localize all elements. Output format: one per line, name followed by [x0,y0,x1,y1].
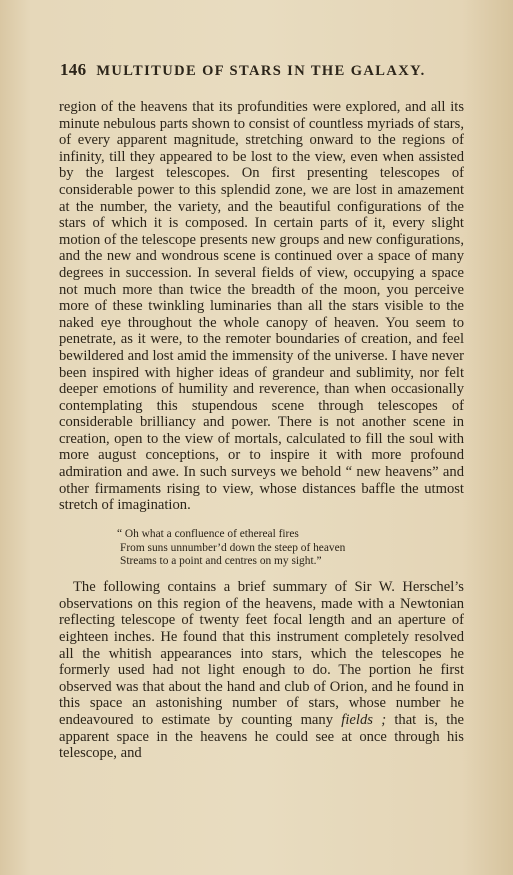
paragraph-1: region of the heavens that its profundities were explored, and all its minute nebulous parts shown to consist of countless myriads of stars, of every apparent magnitude, stretching onward to the regions of infinity, till they appeared to be lost to the view, even when assisted by the largest telescopes. On first presenting telescopes of considerable power to this splendid zone, we are lost in amazement at the number, the variety, and the beautiful configurations of the stars of which it is composed. In certain parts of it, every slight motion of the telescope presents new groups and new configurations, and the new and wondrous scene is continued over a space of many degrees in succession. In several fields of view, occupying a space not much more than twice the breadth of the moon, you perceive more of these twinkling luminaries than all the stars visible to the naked eye throughout the whole canopy of heaven. You seem to penetrate, as it were, to the remoter boundaries of creation, and feel bewildered and lost amid the immensity of the universe. I have never been inspired with higher ideas of grandeur and sublimity, nor felt deeper emotions of humility and reverence, than when occasionally contemplating this stupendous scene through telescopes of considerable brilliancy and power. There is not another scene in creation, open to the view of mortals, calculated to fill the soul with more august conceptions, or to inspire it with more profound admiration and awe. In such surveys we behold “ new heavens” and other firmaments rising to view, whose distances baffle the utmost stretch of imagination. [59,99,464,514]
quote-line-2: From suns unnumber’d down the steep of heaven [120,541,346,554]
quote-line-3: Streams to a point and centres on my sight.” [120,555,322,568]
running-header [60,60,450,80]
page-body [59,99,464,762]
page-number: 146 [60,60,87,79]
paragraph-2 [59,579,464,762]
paragraph-2-italic: fields ; [341,711,387,728]
quote-line-1: “ Oh what a confluence of ethereal fires [117,527,299,540]
running-title: MULTITUDE OF STARS IN THE GALAXY. [96,63,426,79]
paragraph-2-text-b: that is, the apparent space in the heavens he could see at once through his telescope, and [59,711,464,762]
paragraph-2-text-a: The following contains a brief summary of Sir W. Herschel’s observations on this region of the heavens, made with a Newtonian reflecting telescope of twenty feet focal length and an aperture of eighteen inches. He found that this instrument completely resolved all the whitish appearances into stars, which the telescopes he formerly used had not light enough to do. The portion he first observed was that about the hand and club of Orion, and he found in this space an astonishing number of stars, whose number he endeavoured to estimate by counting many [59,579,464,728]
verse-quotation [117,528,464,569]
